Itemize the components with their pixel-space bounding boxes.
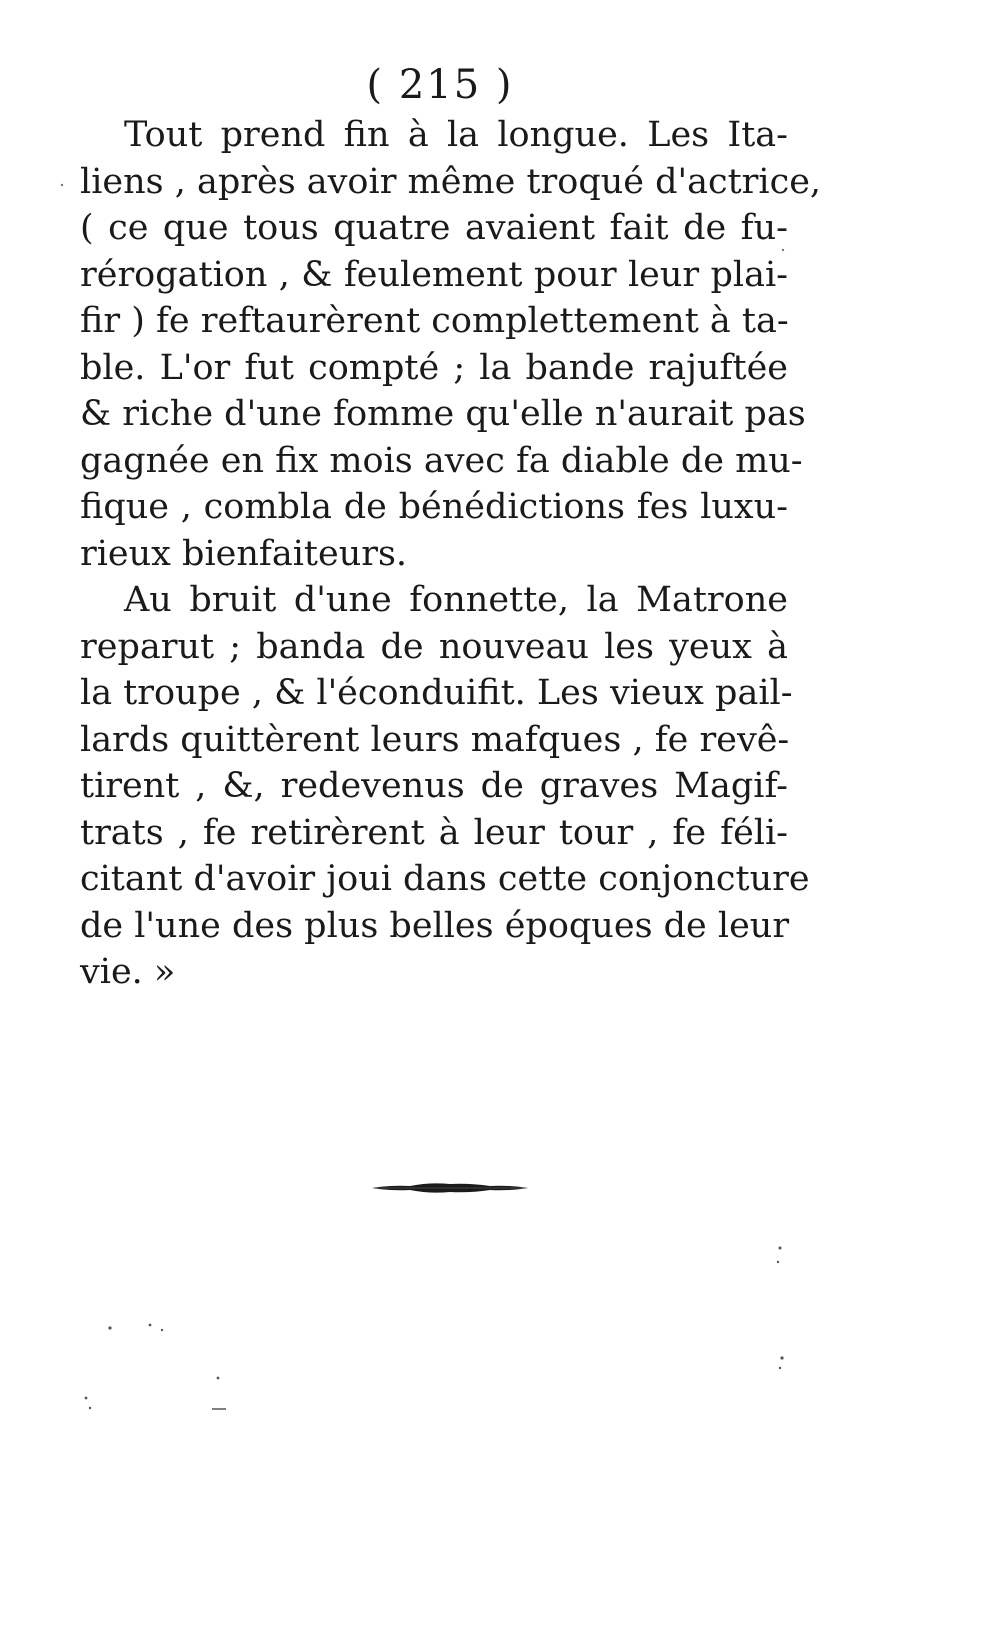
text-line: trats , fe retirèrent à leur tour , fe féli- — [80, 812, 788, 853]
page-number: ( 215 ) — [366, 62, 514, 108]
text-line: vie. » — [80, 952, 176, 992]
text-line: Au bruit d'une fonnette, la Matrone — [124, 580, 788, 620]
paragraph-2 — [80, 577, 810, 996]
text-line: lards quittèrent leurs mafques , fe revê- — [80, 719, 790, 760]
text-line: la troupe , & l'éconduifit. Les vieux pail- — [80, 673, 793, 713]
paragraph-1 — [80, 112, 822, 577]
text-line: fir ) fe reftaurèrent complettement à ta- — [80, 301, 789, 341]
text-line: gagnée en fix mois avec fa diable de mu- — [80, 440, 803, 481]
tailpiece-ornament-icon — [370, 1180, 530, 1196]
text-line: de l'une des plus belles époques de leur — [80, 905, 790, 946]
text-line: ble. L'or fut compté ; la bande rajuftée — [80, 347, 788, 388]
text-line: tirent , &, redevenus de graves Magif- — [80, 766, 788, 806]
text-line: rieux bienfaiteurs. — [80, 533, 408, 574]
text-line: Tout prend fin à la longue. Les Ita- — [124, 115, 788, 155]
text-line: & riche d'une fomme qu'elle n'aurait pas — [80, 394, 806, 434]
text-line: reparut ; banda de nouveau les yeux à — [80, 626, 788, 667]
text-line: fique , combla de bénédictions fes luxu- — [80, 487, 788, 527]
text-line: liens , après avoir même troqué d'actrice, — [80, 161, 822, 202]
body-text — [80, 112, 822, 996]
text-line: citant d'avoir joui dans cette conjoncture — [80, 859, 810, 899]
text-line: rérogation , & feulement pour leur plai- — [80, 254, 788, 295]
text-line: ( ce que tous quatre avaient fait de fu- — [80, 208, 788, 248]
